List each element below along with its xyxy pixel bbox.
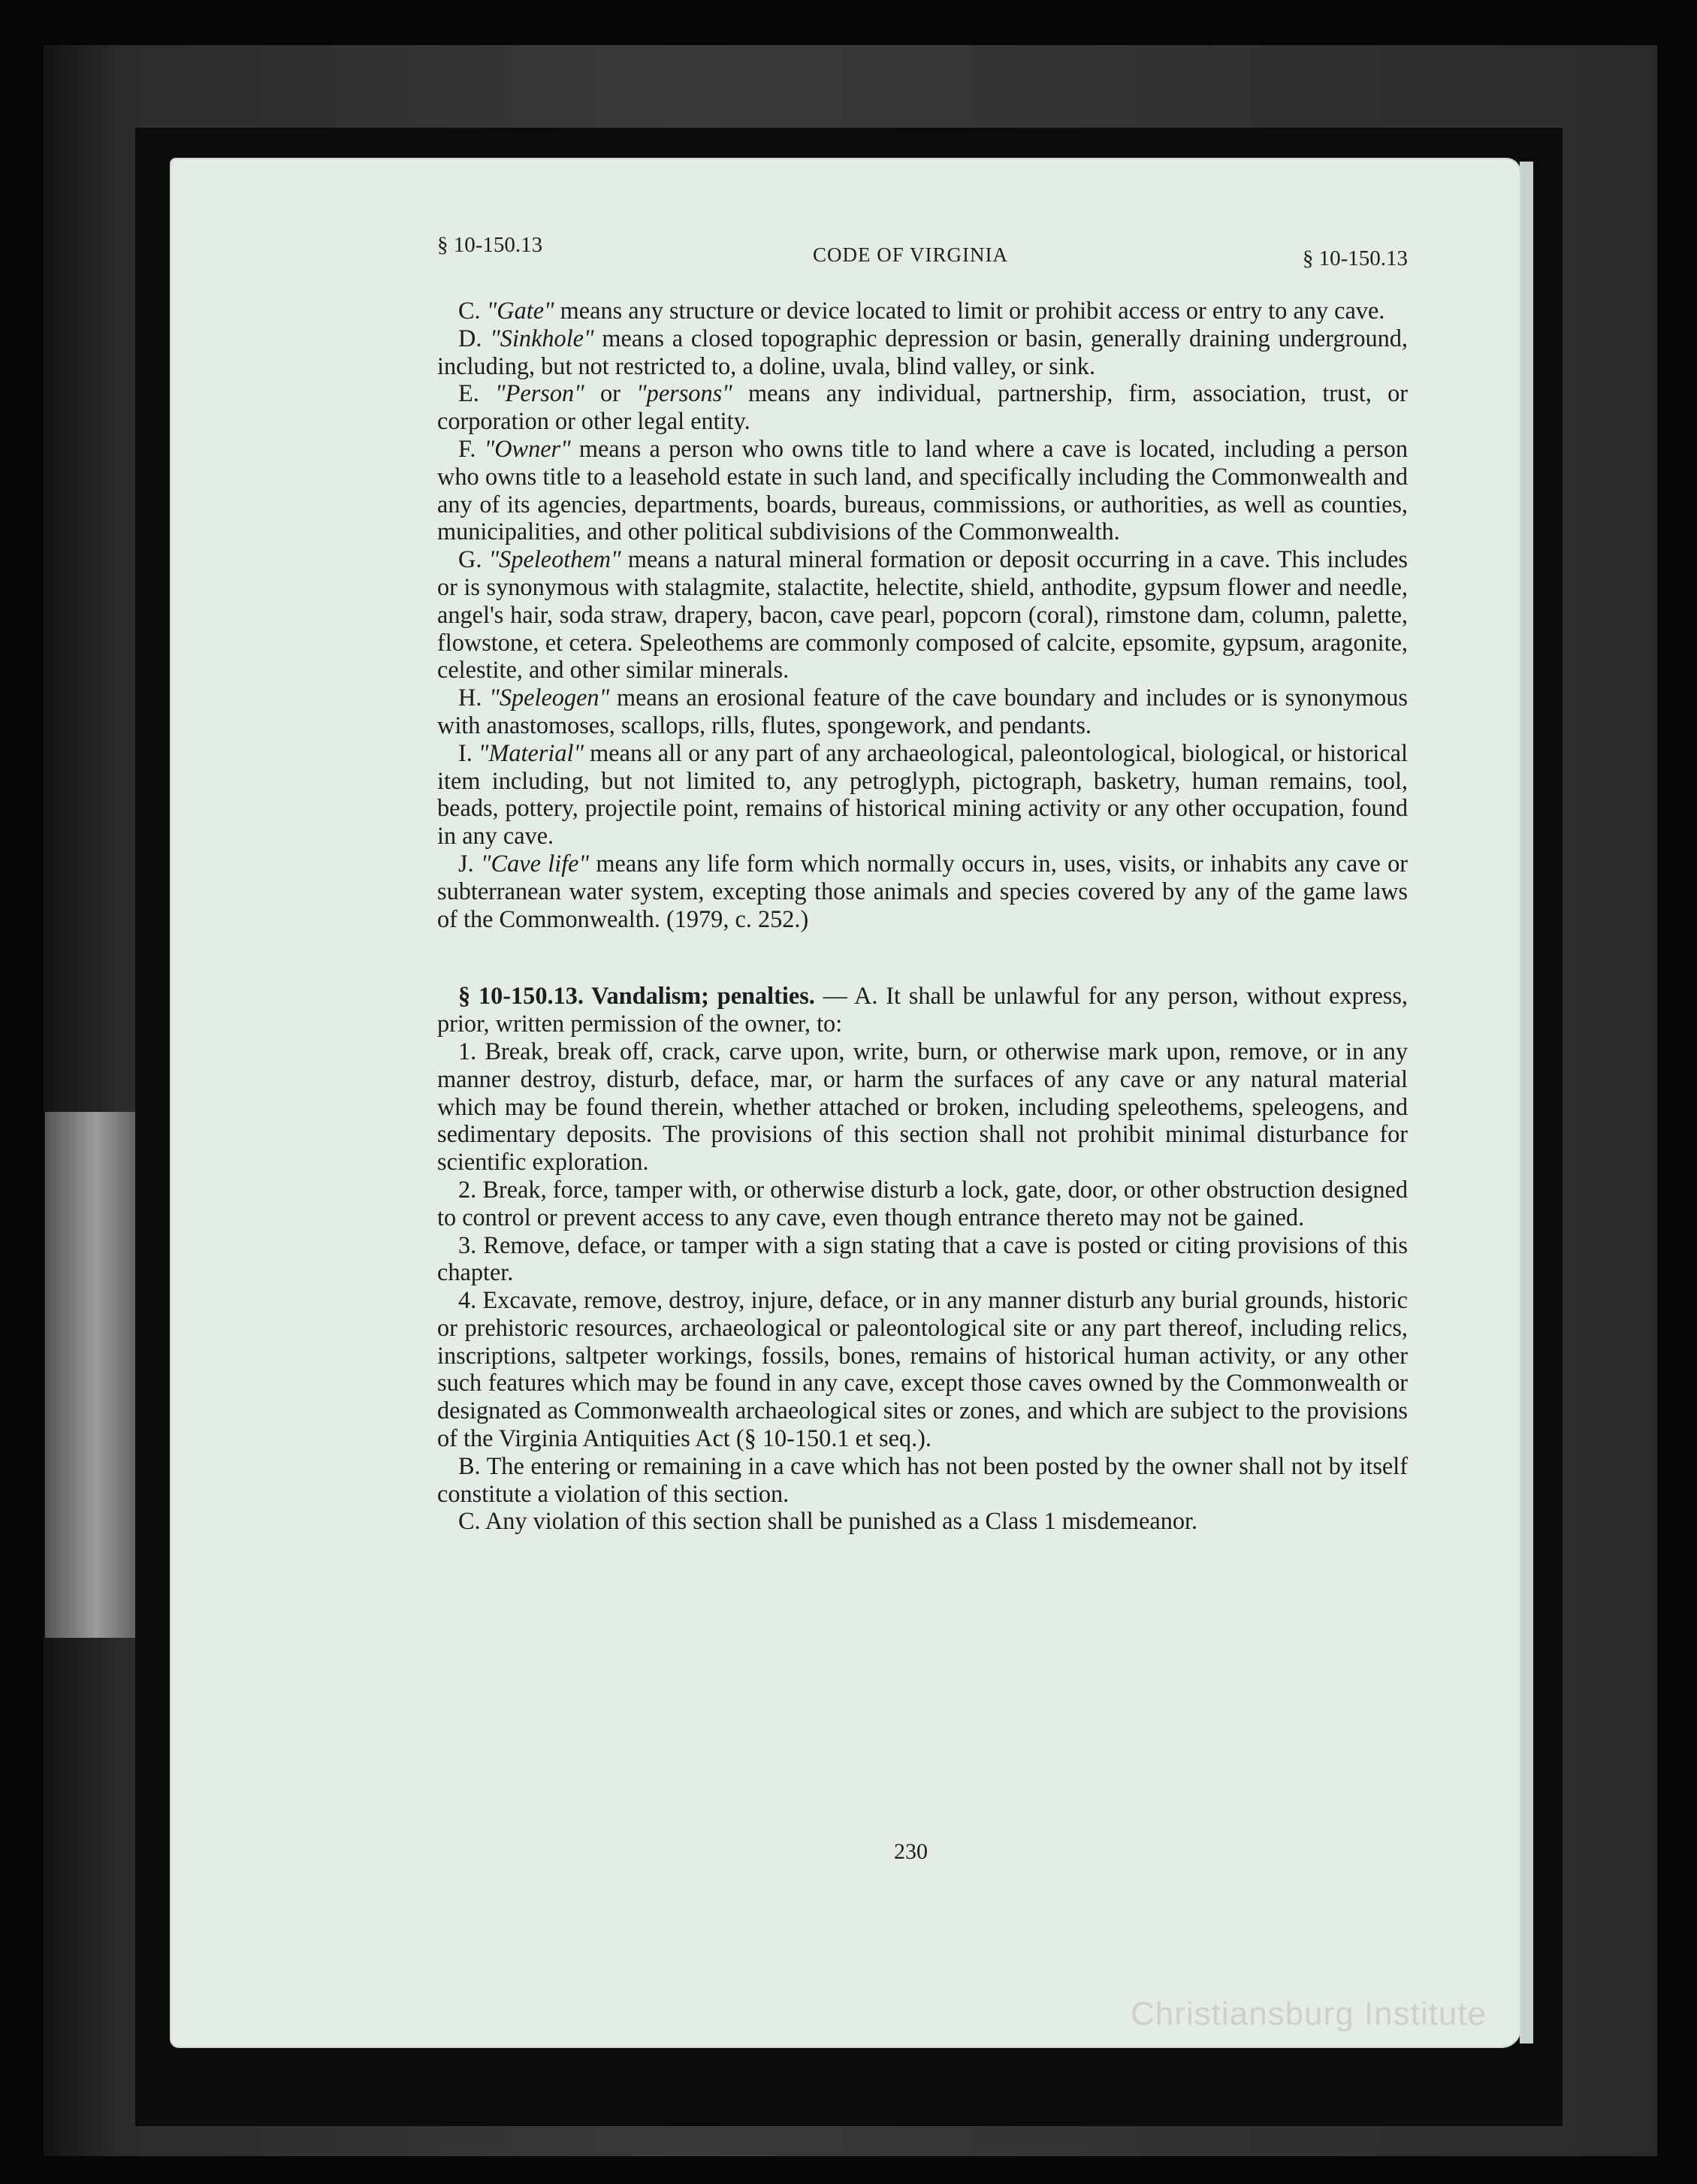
section-item-2: 2. Break, force, tamper with, or otherwise disturb a lock, gate, door, or other obstruction designed to control or prevent access to any cave, even though entrance thereto may not be gained. xyxy=(437,1175,1408,1231)
section-item-b: B. The entering or remaining in a cave which has not been posted by the owner shall not by itself constitute a violation of this section. xyxy=(437,1451,1408,1507)
document-body xyxy=(437,297,1408,1535)
watermark: Christiansburg Institute xyxy=(1131,1995,1487,2032)
section-item-c: C. Any violation of this section shall be punished as a Class 1 misdemeanor. xyxy=(458,1507,1198,1535)
section-heading xyxy=(437,982,1408,1038)
definition-c: C. "Gate" means any structure or device located to limit or prohibit access or entry to any cave. xyxy=(458,297,1385,324)
page-number: 230 xyxy=(894,1839,928,1864)
definition-i: I. "Material" means all or any part of any archaeological, paleontological, biological, or historical item including, but not limited to, any petroglyph, pictograph, basketry, human remains, tool, beads, pottery, projectile point, remains of historical mining activity or any other occupation, found in any cave. xyxy=(437,739,1408,850)
section-gap xyxy=(437,932,1408,982)
definition-d: D. "Sinkhole" means a closed topographic depression or basin, generally draining underground, including, but not restricted to, a doline, uvala, blind valley, or sink. xyxy=(437,324,1408,379)
definition-g: G. "Speleothem" means a natural mineral formation or deposit occurring in a cave. This includes or is synonymous with stalagmite, stalactite, helectite, shield, anthodite, gypsum flower and needle, angel's hair, soda straw, drapery, bacon, cave pearl, popcorn (coral), rimstone dam, column, palette, flowstone, et cetera. Speleothems are commonly composed of calcite, epsomite, gypsum, aragonite, celestite, and other similar minerals. xyxy=(437,545,1408,684)
definition-h: H. "Speleogen" means an erosional feature of the cave boundary and includes or is synonymous with anastomoses, scallops, rills, flutes, spongework, and pendants. xyxy=(437,684,1408,739)
section-item-4: 4. Excavate, remove, destroy, injure, deface, or in any manner disturb any burial grounds, historic or prehistoric resources, archaeological or paleontological site or any part thereof, including relics, inscriptions, saltpeter workings, fossils, bones, remains of historical human activity, or any other such features which may be found in any cave, except those caves owned by the Commonwealth or designated as Commonwealth archaeological sites or zones, and which are subject to the provisions of the Virginia Antiquities Act (§ 10-150.1 et seq.). xyxy=(437,1286,1408,1452)
header-title: CODE OF VIRGINIA xyxy=(813,243,1009,266)
header-section-left: § 10-150.13 xyxy=(437,233,543,257)
section-item-3: 3. Remove, deface, or tamper with a sign stating that a cave is posted or citing provisions of this chapter. xyxy=(437,1231,1408,1286)
page-edge xyxy=(1520,162,1533,2044)
definition-f: F. "Owner" means a person who owns title to land where a cave is located, including a person who owns title to a leasehold estate in such land, and specifically including the Commonwealth and any of its agencies, departments, boards, bureaus, commissions, or authorities, as well as counties, municipalities, and other political subdivisions of the Commonwealth. xyxy=(437,434,1408,545)
section-title: § 10-150.13. Vandalism; penalties. xyxy=(458,982,815,1010)
header-section-right: § 10-150.13 xyxy=(1302,246,1408,270)
definition-e: E. "Person" or "persons" means any individual, partnership, firm, association, trust, or corporation or other legal entity. xyxy=(437,379,1408,435)
section-intro: — A. It shall be unlawful for any person, without express, prior, written permission of the owner, to: xyxy=(437,982,1408,1038)
section-item-1: 1. Break, break off, crack, carve upon, write, burn, or otherwise mark upon, remove, or in any manner destroy, disturb, deface, mar, or harm the surfaces of any cave or any natural material which may be found therein, whether attached or broken, including speleothems, speleogens, and sedimentary deposits. The provisions of this section shall not prohibit minimal disturbance for scientific exploration. xyxy=(437,1037,1408,1176)
definition-j: J. "Cave life" means any life form which normally occurs in, uses, visits, or inhabits any cave or subterranean water system, excepting those animals and species covered by any of the game laws of the Commonwealth. (1979, c. 252.) xyxy=(437,849,1408,932)
